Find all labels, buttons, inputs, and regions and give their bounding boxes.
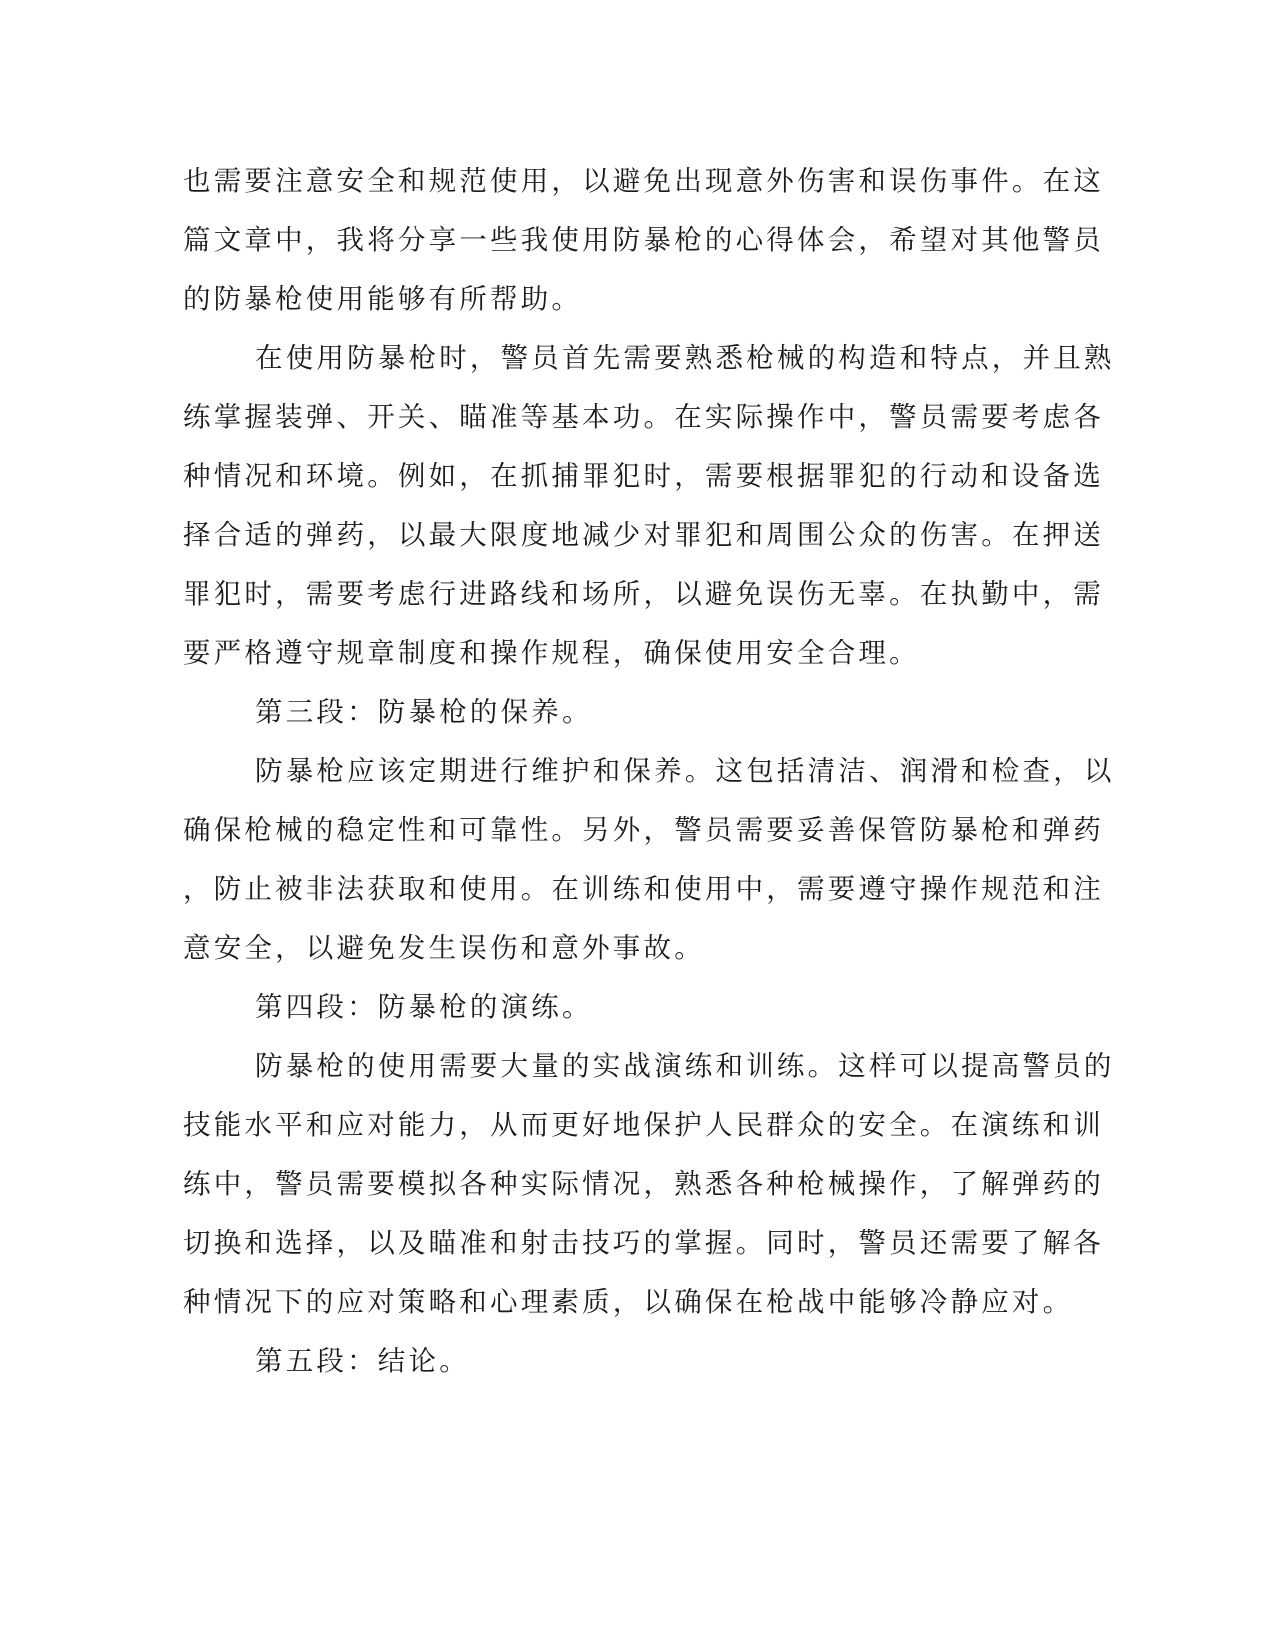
document-body bbox=[183, 152, 1115, 1391]
text-line: ，防止被非法获取和使用。在训练和使用中，需要遵守操作规范和注 bbox=[183, 873, 1104, 905]
text-line: 意安全，以避免发生误伤和意外事故。 bbox=[183, 932, 705, 964]
text-line: 切换和选择，以及瞄准和射击技巧的掌握。同时，警员还需要了解各 bbox=[183, 1227, 1104, 1259]
paragraph-start-line: 防暴枪的使用需要大量的实战演练和训练。这样可以提高警员的 bbox=[255, 1050, 1115, 1082]
paragraph-start-line: 防暴枪应该定期进行维护和保养。这包括清洁、润滑和检查，以 bbox=[255, 755, 1115, 787]
section-heading-5: 第五段：结论。 bbox=[255, 1345, 470, 1377]
text-line: 练掌握装弹、开关、瞄准等基本功。在实际操作中，警员需要考虑各 bbox=[183, 401, 1104, 433]
text-line: 择合适的弹药，以最大限度地减少对罪犯和周围公众的伤害。在押送 bbox=[183, 519, 1104, 551]
text-line: 的防暴枪使用能够有所帮助。 bbox=[183, 283, 583, 315]
text-line: 罪犯时，需要考虑行进路线和场所，以避免误伤无辜。在执勤中，需 bbox=[183, 578, 1104, 610]
paragraph-start-line: 在使用防暴枪时，警员首先需要熟悉枪械的构造和特点，并且熟 bbox=[255, 342, 1115, 374]
text-line: 篇文章中，我将分享一些我使用防暴枪的心得体会，希望对其他警员 bbox=[183, 224, 1104, 256]
section-heading-4: 第四段：防暴枪的演练。 bbox=[255, 991, 593, 1023]
text-line: 要严格遵守规章制度和操作规程，确保使用安全合理。 bbox=[183, 637, 920, 669]
text-line: 确保枪械的稳定性和可靠性。另外，警员需要妥善保管防暴枪和弹药 bbox=[183, 814, 1104, 846]
text-line: 练中，警员需要模拟各种实际情况，熟悉各种枪械操作，了解弹药的 bbox=[183, 1168, 1104, 1200]
section-heading-3: 第三段：防暴枪的保养。 bbox=[255, 696, 593, 728]
text-line: 技能水平和应对能力，从而更好地保护人民群众的安全。在演练和训 bbox=[183, 1109, 1104, 1141]
text-line: 种情况下的应对策略和心理素质，以确保在枪战中能够冷静应对。 bbox=[183, 1286, 1074, 1318]
text-line: 种情况和环境。例如，在抓捕罪犯时，需要根据罪犯的行动和设备选 bbox=[183, 460, 1104, 492]
text-line: 也需要注意安全和规范使用，以避免出现意外伤害和误伤事件。在这 bbox=[183, 165, 1104, 197]
